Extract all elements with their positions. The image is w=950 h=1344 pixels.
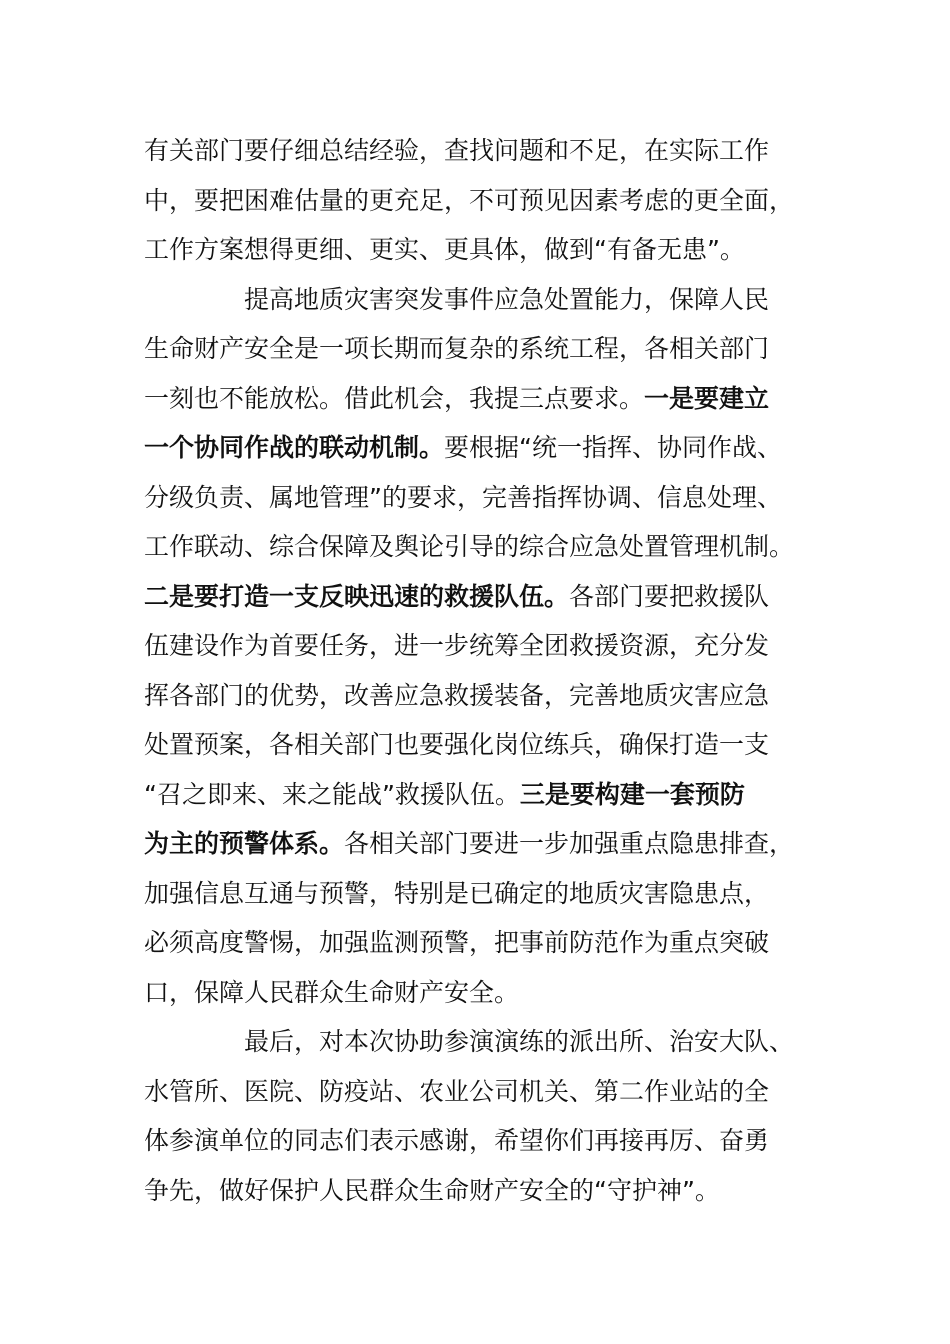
bold-heading-3: 三是要构建一套预防 (519, 779, 745, 809)
text-line: 一刻也不能放松。借此机会，我提三点要求。一是要建立 (144, 383, 770, 413)
bold-heading-2: 二是要打造一支反映迅速的救援队伍。 (144, 581, 570, 611)
text-line: 有关部门要仔细总结经验，查找问题和不足，在实际工作 (144, 136, 770, 165)
text-line: 挥各部门的优势，改善应急救援装备，完善地质灾害应急 (144, 680, 770, 710)
bold-heading-1: 一是要建立 (644, 383, 770, 413)
bold-heading-3: 为主的预警体系。 (144, 829, 345, 858)
text-line: “召之即来、来之能战”救援队伍。三是要构建一套预防 (144, 779, 745, 809)
bold-heading-1: 一个协同作战的联动机制。 (144, 433, 445, 462)
text-line: 必须高度警惕，加强监测预警，把事前防范作为重点突破 (144, 928, 770, 957)
paragraph-1 (144, 126, 794, 275)
text-line: 中，要把困难估量的更充足，不可预见因素考虑的更全面， (144, 185, 795, 215)
text-line: 体参演单位的同志们表示感谢，希望你们再接再厉、奋勇 (144, 1126, 770, 1155)
document-body (144, 126, 794, 1215)
text-line: 处置预案，各相关部门也要强化岗位练兵，确保打造一支 (144, 730, 770, 759)
text-line: 加强信息互通与预警，特别是已确定的地质灾害隐患点， (144, 878, 770, 908)
text-line: 争先，做好保护人民群众生命财产安全的“守护神”。 (144, 1175, 720, 1205)
text-line: 为主的预警体系。各相关部门要进一步加强重点隐患排查， (144, 829, 795, 858)
text-line: 分级负责、属地管理”的要求，完善指挥协调、信息处理、 (144, 482, 782, 512)
text-line: 工作联动、综合保障及舆论引导的综合应急处置管理机制。 (144, 532, 795, 561)
text-line: 伍建设作为首要任务，进一步统筹全团救援资源，充分发 (144, 631, 770, 660)
text-line: 工作方案想得更细、更实、更具体，做到“有备无患”。 (144, 235, 745, 264)
text-line: 水管所、医院、防疫站、农业公司机关、第二作业站的全 (144, 1076, 770, 1106)
text-line: 提高地质灾害突发事件应急处置能力，保障人民 (244, 284, 770, 314)
text-line: 最后，对本次协助参演演练的派出所、治安大队、 (244, 1027, 795, 1056)
text-line: 二是要打造一支反映迅速的救援队伍。各部门要把救援队 (144, 581, 770, 611)
paragraph-2 (144, 275, 794, 1018)
paragraph-3 (144, 1017, 794, 1215)
text-line: 生命财产安全是一项长期而复杂的系统工程，各相关部门 (144, 334, 770, 363)
text-line: 一个协同作战的联动机制。要根据“统一指挥、协同作战、 (144, 433, 782, 462)
text-line: 口，保障人民群众生命财产安全。 (144, 977, 520, 1007)
